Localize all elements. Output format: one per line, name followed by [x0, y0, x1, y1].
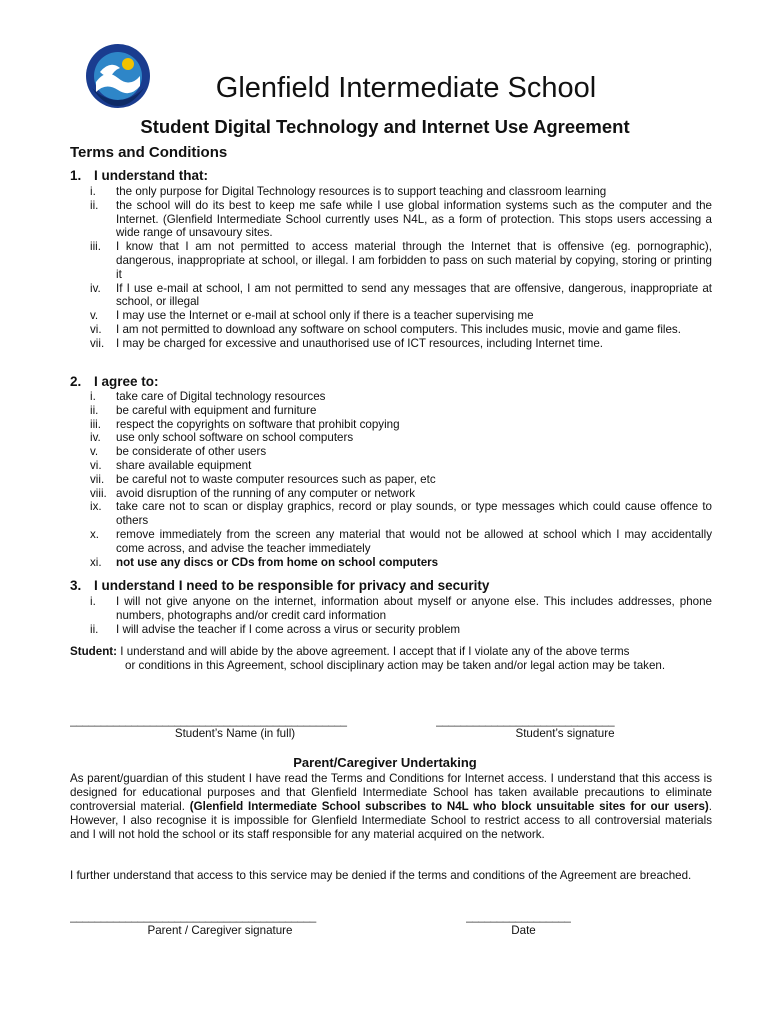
item-text: the school will do its best to keep me safe while I use global information systems such as the computer and the Internet. (Glenfield Intermediate School currently uses N4L, as a form of protection. This stops users accessing a wide range of unsavoury sites. [116, 198, 712, 240]
list-item [70, 556, 712, 570]
item-number: i. [90, 595, 96, 608]
student-name-label: Student’s Name (in full) [174, 727, 296, 740]
student-name-line[interactable]: _____________________________________________ [70, 714, 347, 727]
section-2-heading [70, 374, 159, 389]
parent-heading: Parent/Caregiver Undertaking [293, 755, 477, 770]
item-number: iii. [90, 240, 101, 254]
list-item [70, 431, 712, 445]
item-number: iv. [90, 431, 101, 445]
item-text: avoid disruption of the running of any computer or network [116, 486, 416, 500]
item-number: vii. [90, 336, 105, 350]
list-item [70, 500, 712, 528]
parent-paragraph-1 [70, 772, 712, 842]
statement-first-line [70, 645, 712, 659]
date-label: Date [511, 924, 536, 937]
item-number: i. [90, 390, 96, 403]
list-item [70, 404, 712, 418]
list-item [70, 418, 712, 432]
item-text: be careful with equipment and furniture [116, 403, 317, 417]
parent-signature-line[interactable]: ________________________________________ [70, 910, 316, 923]
item-text: respect the copyrights on software that prohibit copying [116, 417, 400, 431]
item-number: i. [90, 185, 96, 198]
item-number: iv. [90, 281, 101, 295]
statement-continuation: or conditions in this Agreement, school disciplinary action may be taken and/or legal action may be taken. [125, 659, 666, 672]
item-text: take care not to scan or display graphics, record or play sounds, or type messages which could cause offence to others [116, 500, 712, 528]
item-number: ii. [90, 403, 99, 417]
list-item [70, 473, 712, 487]
item-number: x. [90, 527, 100, 541]
section-1-list [70, 185, 712, 351]
item-text: I know that I am not permitted to access material through the Internet that is offensive (eg. pornographic), dangerous, inappropriate at school, or illegal. I am forbidden to pass on such material by copying, storing or printing it [116, 240, 712, 281]
item-text: share available equipment [116, 458, 252, 472]
list-item [70, 390, 712, 404]
document-title: Student Digital Technology and Internet Use Agreement [140, 116, 630, 137]
item-text: I am not permitted to download any software on school computers. This includes music, movie and game files. [116, 322, 681, 336]
section-number: 1. [70, 168, 82, 183]
list-item [70, 623, 712, 637]
item-text: the only purpose for Digital Technology resources is to support teaching and classroom learning [116, 185, 607, 198]
student-statement [70, 645, 712, 673]
item-number: v. [90, 445, 99, 459]
item-number: ii. [90, 198, 99, 212]
item-number: vi. [90, 322, 102, 336]
item-number: v. [90, 309, 99, 323]
item-number: xi. [90, 555, 102, 569]
list-item [70, 282, 712, 310]
item-number: vii. [90, 472, 105, 486]
item-text: be considerate of other users [116, 445, 267, 459]
parent-text-a: As parent/guardian of this student I have read the Terms and Conditions for Internet access. I understand that this access is designed for educational purposes and that Glenfield Intermediate School has taken available precautions to eliminate controversial material. [70, 772, 712, 813]
parent-text-bold: (Glenfield Intermediate School subscribes to N4L who block unsuitable sites for our users) [189, 800, 709, 813]
list-item [70, 487, 712, 501]
section-2-list [70, 390, 712, 569]
section-number: 2. [70, 374, 82, 389]
list-item [70, 528, 712, 556]
list-item [70, 323, 712, 337]
item-number: viii. [90, 486, 107, 500]
statement-text: I understand and will abide by the above agreement. I accept that if I violate any of the above terms [120, 645, 630, 658]
section-number: 3. [70, 578, 82, 593]
student-label: Student: [70, 645, 118, 658]
item-text: be careful not to waste computer resources such as paper, etc [116, 472, 436, 486]
list-item [70, 337, 712, 351]
item-number: ix. [90, 500, 102, 514]
item-text: I will advise the teacher if I come across a virus or security problem [116, 622, 461, 636]
list-item [70, 199, 712, 240]
section-heading-text: I agree to: [94, 374, 159, 389]
student-signature-line[interactable]: _____________________________ [436, 714, 615, 727]
item-text: take care of Digital technology resources [116, 390, 326, 403]
section-3-heading [70, 578, 489, 593]
school-name: Glenfield Intermediate School [215, 72, 597, 104]
date-line[interactable]: _________________ [466, 910, 571, 923]
item-text: If I use e-mail at school, I am not permitted to send any messages that are offensive, dangerous, inappropriate at school, or illegal [116, 281, 712, 309]
section-heading-text: I understand that: [94, 168, 208, 183]
parent-paragraph-2: I further understand that access to this service may be denied if the terms and conditions of the Agreement are breached. [70, 869, 692, 882]
item-number: iii. [90, 417, 101, 431]
item-number: ii. [90, 622, 99, 636]
student-signature-label: Student’s signature [515, 727, 615, 740]
item-text: remove immediately from the screen any material that would not be allowed at school which I may accidentally come across, and advise the teacher immediately [116, 527, 712, 555]
item-text: I will not give anyone on the internet, information about myself or anyone else. This includes addresses, phone numbers, photographs and/or credit card information [116, 595, 712, 622]
terms-heading: Terms and Conditions [70, 144, 228, 161]
list-item [70, 595, 712, 623]
section-heading-text: I understand I need to be responsible for privacy and security [94, 578, 490, 593]
section-3-list [70, 595, 712, 636]
parent-signature-label: Parent / Caregiver signature [147, 924, 293, 937]
item-text: I may be charged for excessive and unauthorised use of ICT resources, including Internet time. [116, 336, 603, 350]
list-item [70, 240, 712, 281]
item-number: vi. [90, 458, 102, 472]
item-text: not use any discs or CDs from home on school computers [116, 555, 439, 569]
parent-text-b: . However, I also recognise it is impossible for Glenfield Intermediate School to restrict access to all controversial materials and I will not hold the school or its staff responsible for any material acquired on the network. [70, 800, 712, 841]
item-text: I may use the Internet or e-mail at school only if there is a teacher supervising me [116, 309, 534, 323]
list-item [70, 445, 712, 459]
section-1-heading [70, 168, 208, 183]
list-item [70, 185, 712, 199]
list-item [70, 459, 712, 473]
item-text: use only school software on school computers [116, 431, 354, 445]
list-item [70, 309, 712, 323]
